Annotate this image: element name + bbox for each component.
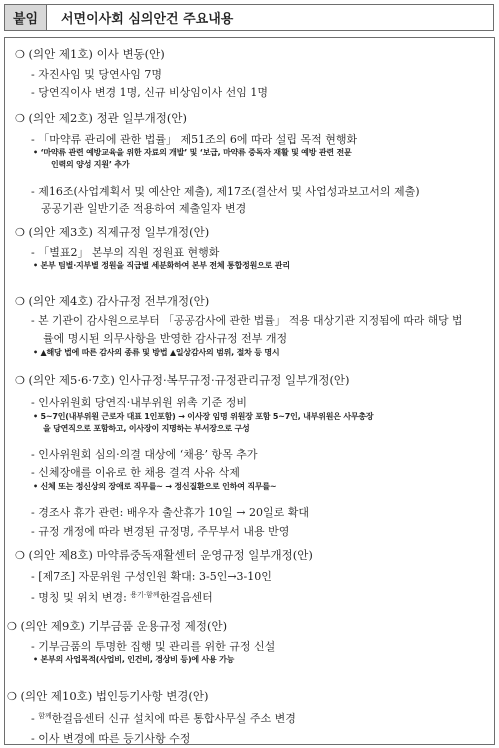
agenda-item-4-heading: ❍ (의안 제4호) 감사규정 전부개정(안) xyxy=(15,294,210,308)
agenda-item-4-note-1: • ▲해당 법에 따른 감사의 종류 및 방법 ▲일상감사의 범위, 절차 등 명시 xyxy=(33,348,280,357)
agenda-item-8-line-1: - [제7조] 자문위원 구성인원 확대: 3-5인→3-10인 xyxy=(31,570,272,583)
circle-bullet-icon: ❍ xyxy=(15,48,25,61)
agenda-item-9-note-1: • 본부의 사업목적(사업비, 인건비, 경상비 등)에 사용 가능 xyxy=(33,655,235,664)
agenda-item-5-note-1: • 5~7인(내부위원 근로자 대표 1인포함) → 이사장 임명 위원장 포함 5~7인, 내부위원은 사무총장 xyxy=(33,412,374,421)
agenda-item-8-line-2: - 명칭 및 위치 변경: $^{용기\cdot 함께}$한걸음센터 xyxy=(31,591,213,604)
agenda-item-5-line-3: - 신체장애를 이유로 한 채용 결격 사유 삭제 xyxy=(31,466,240,479)
agenda-item-1-heading: ❍ (의안 제1호) 이사 변동(안) xyxy=(15,47,165,61)
content-box xyxy=(4,37,495,745)
header-bar xyxy=(4,4,494,31)
agenda-item-1-line-2: - 당연직이사 변경 1명, 신규 비상임이사 선임 1명 xyxy=(31,86,268,99)
circle-bullet-icon: ❍ xyxy=(15,226,25,239)
agenda-item-5-line-1: - 인사위원회 당연직·내부위원 위촉 기준 정비 xyxy=(31,396,247,409)
agenda-item-5-line-4: - 경조사 휴가 관련: 배우자 출산휴가 10일 → 20일로 확대 xyxy=(31,506,309,519)
agenda-item-2-line-3: 공공기관 일반기준 적용하여 제출일자 변경 xyxy=(41,202,247,215)
agenda-item-10-line-2: - 이사 변경에 따른 등기사항 수정 xyxy=(31,732,191,745)
page-title: 서면이사회 심의안건 주요내용 xyxy=(61,12,234,27)
agenda-item-9-heading: ❍ (의안 제9호) 기부금품 운용규정 제정(안) xyxy=(7,619,228,633)
agenda-item-9-line-1: - 기부금품의 투명한 집행 및 관리를 위한 규정 신설 xyxy=(31,640,276,653)
agenda-item-4-line-2: 률에 명시된 의무사항을 반영한 감사규정 전부 개정 xyxy=(43,332,288,345)
agenda-item-3-note-1: • 본부 팀별·지부별 정원을 직급별 세분화하여 본부 전체 통합정원으로 관리 xyxy=(33,261,290,270)
agenda-item-1-line-1: - 자진사임 및 당연사임 7명 xyxy=(31,68,162,81)
agenda-item-2-line-2: - 제16조(사업계획서 및 예산안 제출), 제17조(결산서 및 사업성과보고서의 제출) xyxy=(31,185,420,198)
agenda-item-5-note-2: 을 당연직으로 포함하고, 이사장이 지명하는 부서장으로 구성 xyxy=(43,424,250,433)
agenda-item-5-heading: ❍ (의안 제5·6·7호) 인사규정·복무규정·규정관리규정 일부개정(안) xyxy=(15,373,350,387)
agenda-item-4-line-1: - 본 기관이 감사원으로부터 「공공감사에 관한 법률」 적용 대상기관 지정됨에 따라 해당 법 xyxy=(31,314,463,327)
agenda-item-3-line-1: - 「별표2」 본부의 직원 정원표 현행화 xyxy=(31,246,220,259)
circle-bullet-icon: ❍ xyxy=(15,549,25,562)
agenda-item-10-prefix: 함께 xyxy=(38,712,52,720)
agenda-item-5-note-3: • 신체 또는 정신상의 장애로 직무를~ → 정신질환으로 인하여 직무를~ xyxy=(33,482,277,491)
agenda-item-2-note-2: 인력의 양성 지원’ 추가 xyxy=(51,160,130,169)
agenda-item-8-center-name: 한걸음센터 xyxy=(159,591,213,604)
agenda-item-5-line-2: - 인사위원회 심의·의결 대상에 ‘채용’ 항목 추가 xyxy=(31,448,258,461)
circle-bullet-icon: ❍ xyxy=(15,374,25,387)
agenda-item-10-heading: ❍ (의안 제10호) 법인등기사항 변경(안) xyxy=(7,689,209,703)
agenda-item-10-line-1: - $^{함께}$한걸음센터 신규 설치에 따른 통합사무실 주소 변경 xyxy=(31,712,296,725)
agenda-item-5-line-5: - 규정 개정에 따라 변경된 규정명, 주무부서 내용 반영 xyxy=(31,525,290,538)
circle-bullet-icon: ❍ xyxy=(7,620,17,633)
agenda-item-2-note-1: • ‘마약류 관련 예방교육을 위한 자료의 개발’ 및 ‘보급, 마약류 중독자 재활 및 예방 관련 전문 xyxy=(33,148,352,157)
agenda-item-8-old-name: 용기·함께 xyxy=(130,591,160,599)
agenda-item-8-heading: ❍ (의안 제8호) 마약류중독재활센터 운영규정 일부개정(안) xyxy=(15,548,313,562)
attachment-tag: 붙임 xyxy=(5,5,47,30)
agenda-item-2-line-1: - 「마약류 관리에 관한 법률」 제51조의 6에 따라 설립 목적 현행화 xyxy=(31,133,358,146)
circle-bullet-icon: ❍ xyxy=(15,112,25,125)
circle-bullet-icon: ❍ xyxy=(15,295,25,308)
agenda-item-3-heading: ❍ (의안 제3호) 직제규정 일부개정(안) xyxy=(15,225,210,239)
agenda-item-2-heading: ❍ (의안 제2호) 정관 일부개정(안) xyxy=(15,111,187,125)
circle-bullet-icon: ❍ xyxy=(7,690,17,703)
